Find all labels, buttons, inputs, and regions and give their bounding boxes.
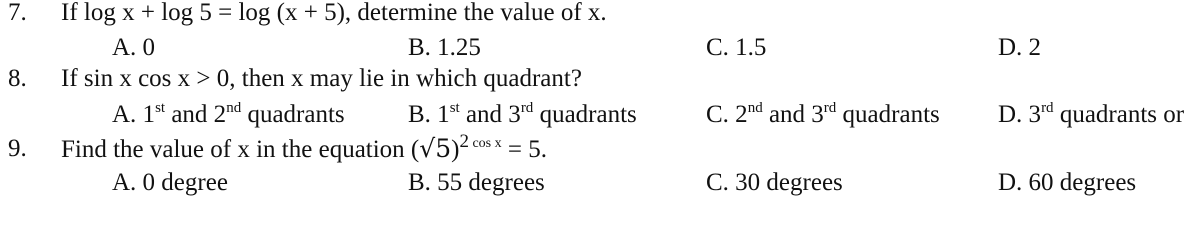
option-d: D. 60 degrees xyxy=(998,169,1137,196)
option-a: A. 0 xyxy=(112,34,156,61)
ordinal-suffix: st xyxy=(155,100,166,116)
option-d: D. 2 xyxy=(998,34,1042,61)
option-b: B. 55 degrees xyxy=(408,169,545,196)
square-root-five: √5 xyxy=(419,134,452,163)
option-a: A. 1st and 2nd quadrants xyxy=(112,100,345,128)
option-d: D. 3rd quadrants or xyxy=(998,100,1185,128)
question-number: 9. xyxy=(8,135,27,162)
option-b: B. 1.25 xyxy=(408,34,481,61)
option-c: C. 30 degrees xyxy=(706,169,843,196)
ordinal-suffix: nd xyxy=(226,100,242,116)
ordinal-suffix: st xyxy=(449,100,460,116)
option-c: C. 1.5 xyxy=(706,34,767,61)
ordinal-suffix: rd xyxy=(823,100,837,116)
option-b: B. 1st and 3rd quadrants xyxy=(408,100,637,128)
question-number: 7. xyxy=(8,0,27,26)
question-stem: Find the value of x in the equation $(√5)^{2 cos x} = 5$. xyxy=(61,131,547,163)
ordinal-suffix: rd xyxy=(1041,100,1054,116)
option-c: C. 2nd and 3rd quadrants xyxy=(706,100,940,128)
ordinal-suffix: nd xyxy=(747,100,763,116)
question-stem: If log x + log 5 = log (x + 5), determine the value of x. xyxy=(61,0,607,26)
exponent: 2 cos x xyxy=(459,131,502,152)
question-stem: If sin x cos x > 0, then x may lie in which quadrant? xyxy=(61,65,582,92)
ordinal-suffix: rd xyxy=(520,100,534,116)
question-number: 8. xyxy=(8,65,27,92)
option-a: A. 0 degree xyxy=(112,169,228,196)
